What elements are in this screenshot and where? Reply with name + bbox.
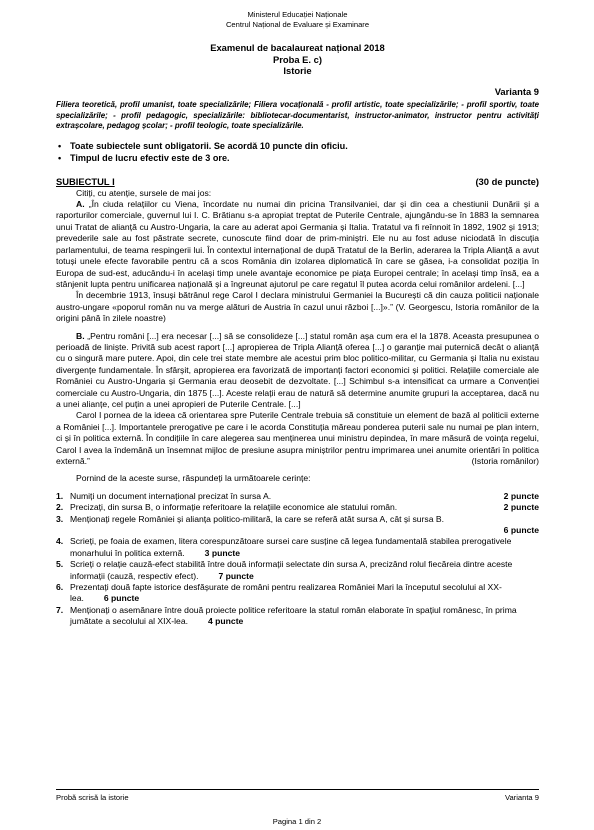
- source-a-citation: (V. Georgescu, Istoria românilor de la origini până în zilele noastre): [56, 301, 540, 324]
- question-item: 5. Scrieți o relație cauză-efect stabilită între două informații selectate din sursa A, precizând rolul fiecăreia dintre aceste informații (cauză, respectiv efect). 7 puncte: [56, 559, 513, 581]
- footer-right: Varianta 9: [504, 793, 539, 802]
- exam-proba: Proba E. c): [273, 53, 322, 65]
- questions-list: [56, 491, 539, 628]
- ministry-name: Ministerul Educației Naționale: [247, 10, 348, 19]
- exam-title-block: [56, 42, 539, 77]
- ministry-header: [56, 10, 539, 29]
- subject-points: (30 de puncte): [475, 176, 539, 188]
- source-b-paragraph-2: Carol I pornea de la ideea că orientarea spre Puterile Centrale trebuia să constituie un element de bază al politicii externe a României [...]. Importantele prerogative pe care i le acorda Constituția măreau ponderea puterii sale nu numai pe plan intern, ci și în politica externă. În condițiile în care alegerea sau menținerea unui ministru depindea, în mare măsură de voința regelui, Carol I avea la îndemână un însemnat mijloc de presiune asupra miniștrilor pentru imprimarea unei anumite orientări în politica externă.” (Istoria românilor): [56, 410, 539, 467]
- page-number: Pagina 1 din 2: [272, 817, 322, 826]
- question-item: 4. Scrieți, pe foaia de examen, litera corespunzătoare sursei care susține că legea fundamentală stabilea prerogativele monarhului în politica externă. 3 puncte: [56, 536, 512, 558]
- instruction-text: Pornind de la aceste surse, răspundeți la următoarele cerințe:: [76, 473, 311, 484]
- source-a-paragraph-1: A. „În ciuda relațiilor cu Viena, încordate nu numai din pricina Transilvaniei, dar și din cea a chestiunii Dunării și a raporturilor comerciale, guvernul lui I. C. Brătianu s-a apropiat treptat de Puterile Centrale, ajungându-se în 1883 la semnarea unui Tratat de alianță cu Austro-Ungaria, la care au aderat apoi Germania și Italia. Tratatul va fi reînnoit în 1892, 1902 și 1913; prevederile sale au fost păstrate secrete, cunoscute fiind doar de prim-miniștri. Ele nu au fost aduse niciodată în discuția parlamentului, de teama respingerii lui. În contextul internațional de după Tratatul de la Berlin, aderarea la Tripla Alianță a avut totuși unele efecte favorabile pentru că a scos România din izolarea diplomatică în care se găsea, i-a consolidat poziția în Europa de sud-est, aducându-i în același timp unele avantaje economice pe piața Europei centrale; în același timp însă, ea a stânjenit lupta pentru unificarea națională și a îngreunat ajutorul pe care regatul îl putea acorda celui românilor ardeleni. [...]: [56, 199, 540, 289]
- question-item: 2. 2 puncte Precizați, din sursa B, o informație referitoare la relațiile economice ale statului român.: [56, 502, 539, 513]
- exam-title: Examenul de bacalaureat național 2018: [210, 42, 385, 54]
- variant-label: Varianta 9: [494, 85, 539, 97]
- rule-item: • Toate subiectele sunt obligatorii. Se acordă 10 puncte din oficiu.: [58, 141, 348, 152]
- subject-heading: [56, 176, 539, 187]
- source-a-paragraph-2: În decembrie 1913, însuși bătrânul rege Carol I declara ministrului Germaniei la București că din cauza politicii naționale austro-ungare «poporul român nu va merge alături de Austria în cazul unui război [...]».” (V. Georgescu, Istoria românilor de la origini până în zilele noastre): [56, 290, 540, 324]
- source-b-citation: (Istoria românilor): [471, 456, 539, 467]
- source-b-label: B.: [76, 330, 85, 341]
- question-item: 6. Prezentați două fapte istorice desfășurate de români pentru realizarea României Mari la începutul secolului al XX-lea. 6 puncte: [56, 582, 502, 604]
- question-item: 7. Menționați o asemănare între două proiecte politice referitoare la statul român elaborate în spațiul românesc, în prima jumătate a secolului al XIX-lea. 4 puncte: [56, 604, 517, 627]
- rule-item: • Timpul de lucru efectiv este de 3 ore.: [58, 153, 230, 164]
- exam-subject: Istorie: [283, 65, 312, 77]
- footer-left: Probă scrisă la istorie: [56, 793, 129, 802]
- rules-list: [56, 140, 539, 164]
- page-footer: [56, 789, 539, 802]
- subject-title: SUBIECTUL I: [56, 176, 115, 188]
- bullet-icon: •: [58, 153, 62, 164]
- bullet-icon: •: [58, 141, 62, 152]
- filiera-description: Filiera teoretică, profil umanist, toate specializările; Filiera vocațională - profil artistic, toate specializările; - profil sportiv, toate specializările; - profil pedagogic, specializările: bibliotecar-documentarist, instructor-animator, instructor pentru activități extrașcolare, pedagog școlar; - profil teologic, toate specializările.: [56, 100, 539, 130]
- source-b-paragraph-1: B. „Pentru români [...] era necesar [...] să se consolideze [...] statul român așa cum era el la 1878. Aceasta presupunea o perioadă de liniște. Privită sub acest raport [...] apropierea de Tripla Alianță oferea [...] o garanție mai puternică decât o alianță cu o singură mare putere. Apoi, din cele trei state membre ale acestui prim bloc politico-militar, cu Germania și Italia nu existau divergențe fundamentale. În sfârșit, apropierea era favorizată de importanți factori economici și politici. Relațiile comerciale ale României cu Austro-Ungaria și Germania erau deosebit de dezvoltate. [...] Schimbul s-a intensificat ca urmare a Convenției comerciale cu Austro-Ungaria, din 1875 [...]. Aceste relații erau de natură să determine anumite grupuri la acceptarea, dacă nu a unei alianțe, cel puțin a unei apropieri de Puterile Centrale. [...]: [56, 330, 540, 409]
- exam-page: [56, 10, 539, 628]
- question-item: 3. Menționați regele României și alianța politico-militară, la care se referă atât sursa A, cât și sursa B. 6 puncte: [56, 513, 539, 536]
- center-name: Centrul Național de Evaluare și Examinare: [225, 19, 370, 29]
- intro-text: Citiți, cu atenție, sursele de mai jos:: [76, 187, 212, 198]
- question-item: 1. 2 puncte Numiți un document internațional precizat în sursa A.: [56, 490, 539, 501]
- source-a-label: A.: [76, 199, 85, 210]
